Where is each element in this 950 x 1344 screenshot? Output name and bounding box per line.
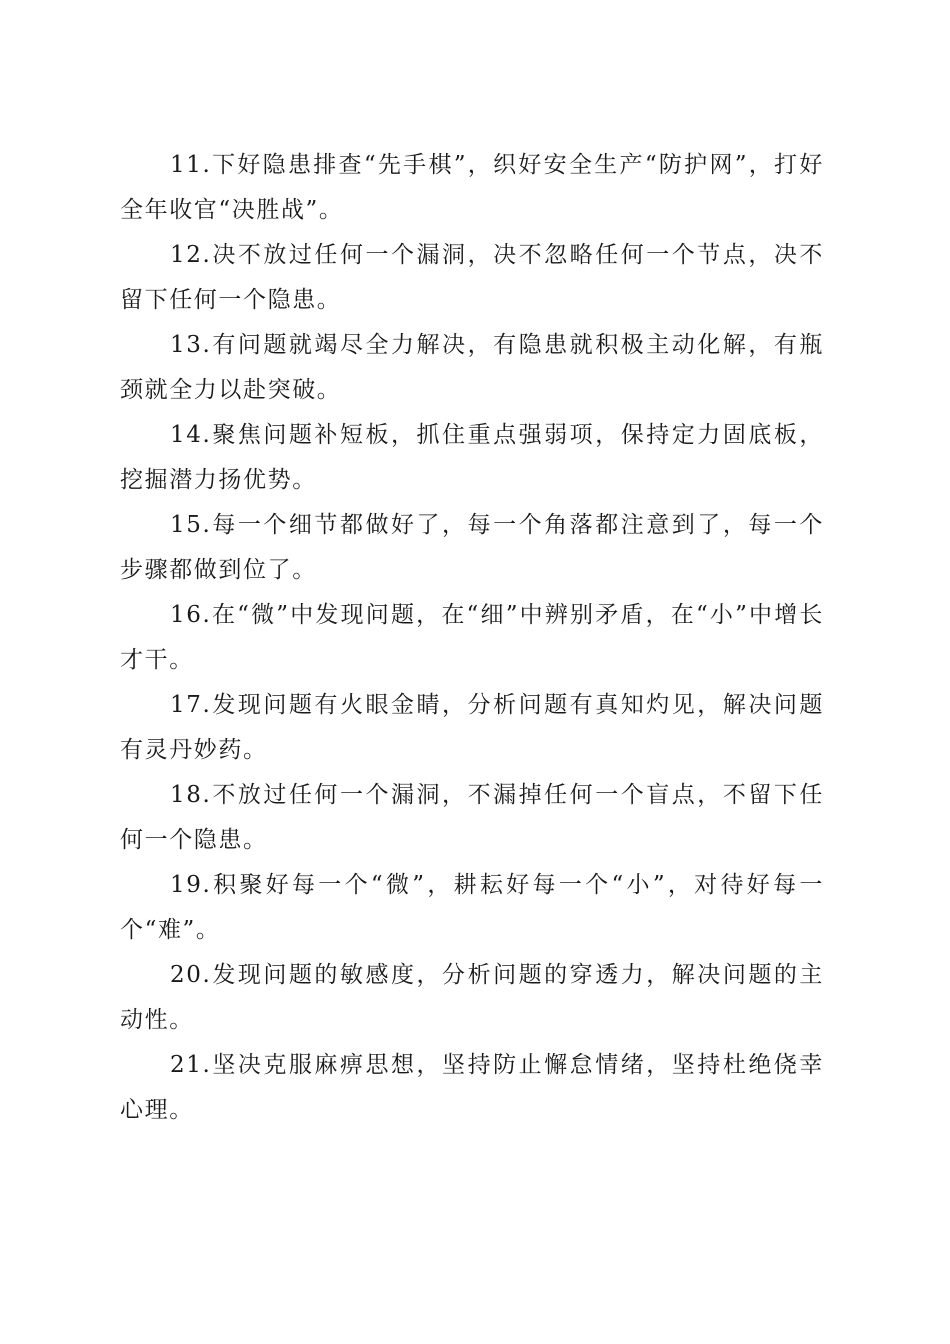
paragraph-19	[120, 863, 824, 953]
paragraph-17	[120, 683, 824, 773]
paragraph-text: 发现问题的敏感度，分析问题的穿透力，解决问题的主动性。	[120, 962, 824, 1033]
paragraph-text: 聚焦问题补短板，抓住重点强弱项，保持定力固底板，挖掘潜力扬优势。	[120, 422, 824, 493]
paragraph-text: 决不放过任何一个漏洞，决不忽略任何一个节点，决不留下任何一个隐患。	[120, 242, 824, 313]
paragraph-number: 15.	[170, 512, 212, 538]
paragraph-text: 在“微”中发现问题，在“细”中辨别矛盾，在“小”中增长才干。	[120, 602, 824, 673]
paragraph-number: 18.	[170, 782, 212, 808]
paragraph-number: 13.	[170, 332, 212, 358]
paragraph-number: 19.	[170, 872, 212, 898]
paragraph-number: 11.	[170, 152, 212, 178]
paragraph-18	[120, 773, 824, 863]
paragraph-11	[120, 143, 824, 233]
paragraph-13	[120, 323, 824, 413]
paragraph-text: 不放过任何一个漏洞，不漏掉任何一个盲点，不留下任何一个隐患。	[120, 782, 824, 853]
paragraph-number: 14.	[170, 422, 212, 448]
paragraph-text: 有问题就竭尽全力解决，有隐患就积极主动化解，有瓶颈就全力以赴突破。	[120, 332, 824, 403]
paragraph-number: 17.	[170, 692, 212, 718]
paragraph-text: 积聚好每一个“微”，耕耘好每一个“小”，对待好每一个“难”。	[120, 872, 824, 943]
paragraph-text: 下好隐患排查“先手棋”，织好安全生产“防护网”，打好全年收官“决胜战”。	[120, 152, 824, 223]
paragraph-number: 21.	[170, 1052, 212, 1078]
paragraph-text: 每一个细节都做好了，每一个角落都注意到了，每一个步骤都做到位了。	[120, 512, 824, 583]
paragraph-21	[120, 1043, 824, 1133]
document-body	[120, 143, 824, 1133]
paragraph-number: 16.	[170, 602, 212, 628]
paragraph-20	[120, 953, 824, 1043]
paragraph-12	[120, 233, 824, 323]
paragraph-16	[120, 593, 824, 683]
paragraph-text: 坚决克服麻痹思想，坚持防止懈怠情绪，坚持杜绝侥幸心理。	[120, 1052, 824, 1123]
paragraph-15	[120, 503, 824, 593]
paragraph-number: 12.	[170, 242, 212, 268]
paragraph-14	[120, 413, 824, 503]
paragraph-number: 20.	[170, 962, 212, 988]
paragraph-text: 发现问题有火眼金睛，分析问题有真知灼见，解决问题有灵丹妙药。	[120, 692, 824, 763]
